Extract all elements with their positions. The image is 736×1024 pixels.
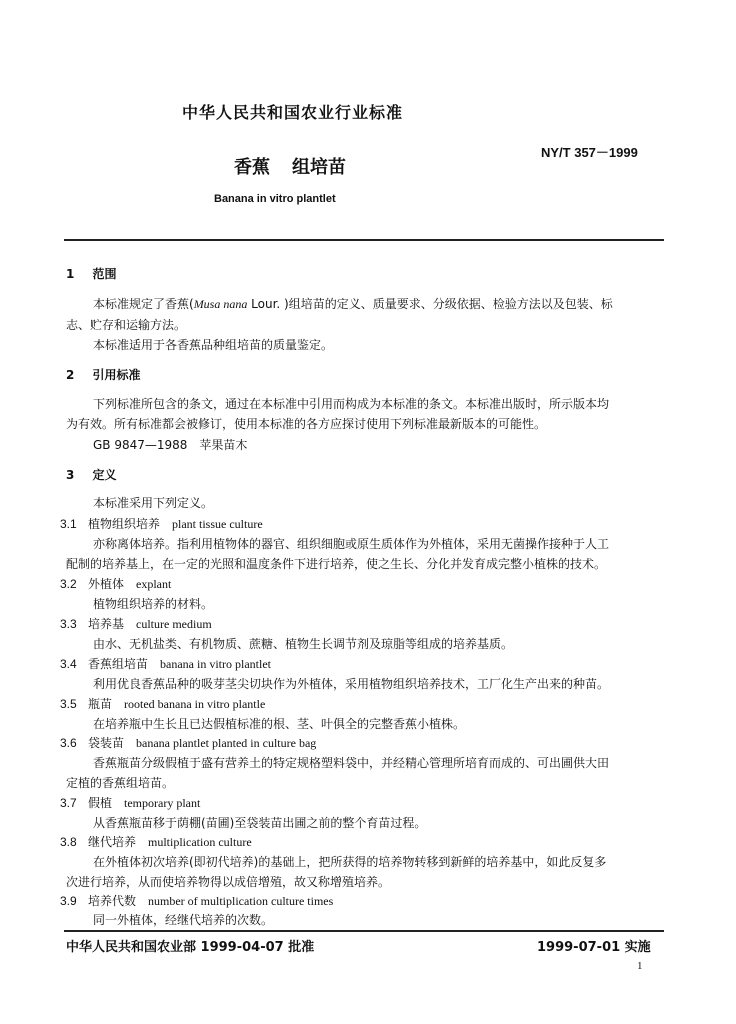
definition-3-2-term <box>60 575 171 592</box>
standard-number: NY/T 357－1999 <box>541 145 638 160</box>
def-term-cn: 继代培养 <box>88 835 137 849</box>
def-number: 3.5 <box>60 697 77 711</box>
section-title: 范围 <box>92 267 117 281</box>
section-number: 2 <box>66 368 75 382</box>
def-number: 3.8 <box>60 835 77 849</box>
definition-3-3-term <box>60 615 212 632</box>
definition-3-6-text-line-2: 定植的香蕉组培苗。 <box>66 776 175 790</box>
def-term-cn: 培养基 <box>88 617 125 631</box>
def-term-en: banana in vitro plantlet <box>160 657 271 671</box>
footer-rule <box>64 930 664 932</box>
definition-3-8-text-line-2: 次进行培养，从而使培养物得以成倍增殖，故又称增殖培养。 <box>66 875 391 889</box>
definition-3-7-text: 从香蕉瓶苗移于荫棚(苗圃)至袋装苗出圃之前的整个育苗过程。 <box>93 816 427 830</box>
def-number: 3.9 <box>60 894 77 908</box>
def-number: 3.6 <box>60 736 77 750</box>
definition-3-5-text: 在培养瓶中生长且已达假植标准的根、茎、叶俱全的完整香蕉小植株。 <box>93 717 466 731</box>
def-term-cn: 外植体 <box>88 577 125 591</box>
definition-3-2-text: 植物组织培养的材料。 <box>93 597 214 611</box>
def-term-en: rooted banana in vitro plantle <box>124 697 266 711</box>
reference-standard: GB 9847—1988 苹果苗木 <box>93 438 248 452</box>
def-term-en: temporary plant <box>124 796 201 810</box>
document-subtitle: Banana in vitro plantlet <box>214 193 336 205</box>
definition-3-9-term <box>60 892 333 909</box>
definition-3-3-text: 由水、无机盐类、有机物质、蔗糖、植物生长调节剂及琼脂等组成的培养基质。 <box>93 637 514 651</box>
section-number: 1 <box>66 267 75 281</box>
def-term-en: banana plantlet planted in culture bag <box>136 736 317 750</box>
definition-3-6-term <box>60 734 316 751</box>
section-3-heading <box>66 466 117 483</box>
def-term-en: explant <box>136 577 172 591</box>
definition-3-8-text-line-1: 在外植体初次培养(即初代培养)的基础上，把所获得的培养物转移到新鲜的培养基中，如此反复多 <box>93 855 607 869</box>
def-term-en: number of multiplication culture times <box>148 894 334 908</box>
def-term-cn: 香蕉组培苗 <box>88 657 149 671</box>
title-part-banana: 香蕉 <box>234 157 270 178</box>
definition-3-4-term <box>60 655 271 672</box>
document-title <box>234 153 346 179</box>
section-1-para-1-line-1 <box>93 295 613 312</box>
section-title: 引用标准 <box>92 368 141 382</box>
page-number: 1 <box>637 960 643 972</box>
title-part-plantlet: 组培苗 <box>292 157 346 178</box>
def-number: 3.4 <box>60 657 77 671</box>
section-1-heading <box>66 265 117 282</box>
def-term-cn: 培养代数 <box>88 894 137 908</box>
text-run: Lour. )组培苗的定义、质量要求、分级依据、检验方法以及包装、标 <box>247 297 613 311</box>
definition-3-9-text: 同一外植体，经继代培养的次数。 <box>93 913 274 927</box>
latin-name: Musa nana <box>193 297 248 311</box>
def-term-en: multiplication culture <box>148 835 252 849</box>
definition-3-1-text-line-1: 亦称离体培养。指利用植物体的器官、组织细胞或原生质体作为外植体，采用无菌操作接种于人工 <box>93 537 610 551</box>
section-2-heading <box>66 366 141 383</box>
section-number: 3 <box>66 468 75 482</box>
def-term-cn: 瓶苗 <box>88 697 113 711</box>
def-term-cn: 假植 <box>88 796 113 810</box>
def-term-cn: 袋装苗 <box>88 736 125 750</box>
section-1-para-1-line-2: 志、贮存和运输方法。 <box>66 318 187 332</box>
definition-3-1-term <box>60 515 263 532</box>
implementation-date: 1999-07-01 实施 <box>537 940 651 955</box>
def-term-en: plant tissue culture <box>172 517 263 531</box>
def-number: 3.3 <box>60 617 77 631</box>
definition-3-1-text-line-2: 配制的培养基上，在一定的光照和温度条件下进行培养，使之生长、分化并发育成完整小植株的技术。 <box>66 557 607 571</box>
header-rule <box>64 239 664 241</box>
definition-3-6-text-line-1: 香蕉瓶苗分级假植于盛有营养土的特定规格塑料袋中，并经精心管理所培育而成的、可出圃供大田 <box>93 756 610 770</box>
section-title: 定义 <box>92 468 117 482</box>
definition-3-7-term <box>60 794 200 811</box>
definition-3-5-term <box>60 695 265 712</box>
def-term-en: culture medium <box>136 617 212 631</box>
section-2-para-1-line-1: 下列标准所包含的条文，通过在本标准中引用而构成为本标准的条文。本标准出版时，所示版本均 <box>93 397 610 411</box>
text-run: 本标准规定了香蕉( <box>93 297 194 311</box>
org-title: 中华人民共和国农业行业标准 <box>182 103 404 122</box>
section-2-para-1-line-2: 为有效。所有标准都会被修订，使用本标准的各方应探讨使用下列标准最新版本的可能性。 <box>66 417 547 431</box>
section-3-intro: 本标准采用下列定义。 <box>93 496 214 510</box>
definition-3-4-text: 利用优良香蕉品种的吸芽茎尖切块作为外植体，采用植物组织培养技术，工厂化生产出来的种苗。 <box>93 677 610 691</box>
approval-line: 中华人民共和国农业部 1999-04-07 批准 <box>66 940 315 955</box>
def-term-cn: 植物组织培养 <box>88 517 161 531</box>
def-number: 3.7 <box>60 796 77 810</box>
def-number: 3.2 <box>60 577 77 591</box>
definition-3-8-term <box>60 833 252 850</box>
section-1-para-2: 本标准适用于各香蕉品种组培苗的质量鉴定。 <box>93 338 334 352</box>
def-number: 3.1 <box>60 517 77 531</box>
